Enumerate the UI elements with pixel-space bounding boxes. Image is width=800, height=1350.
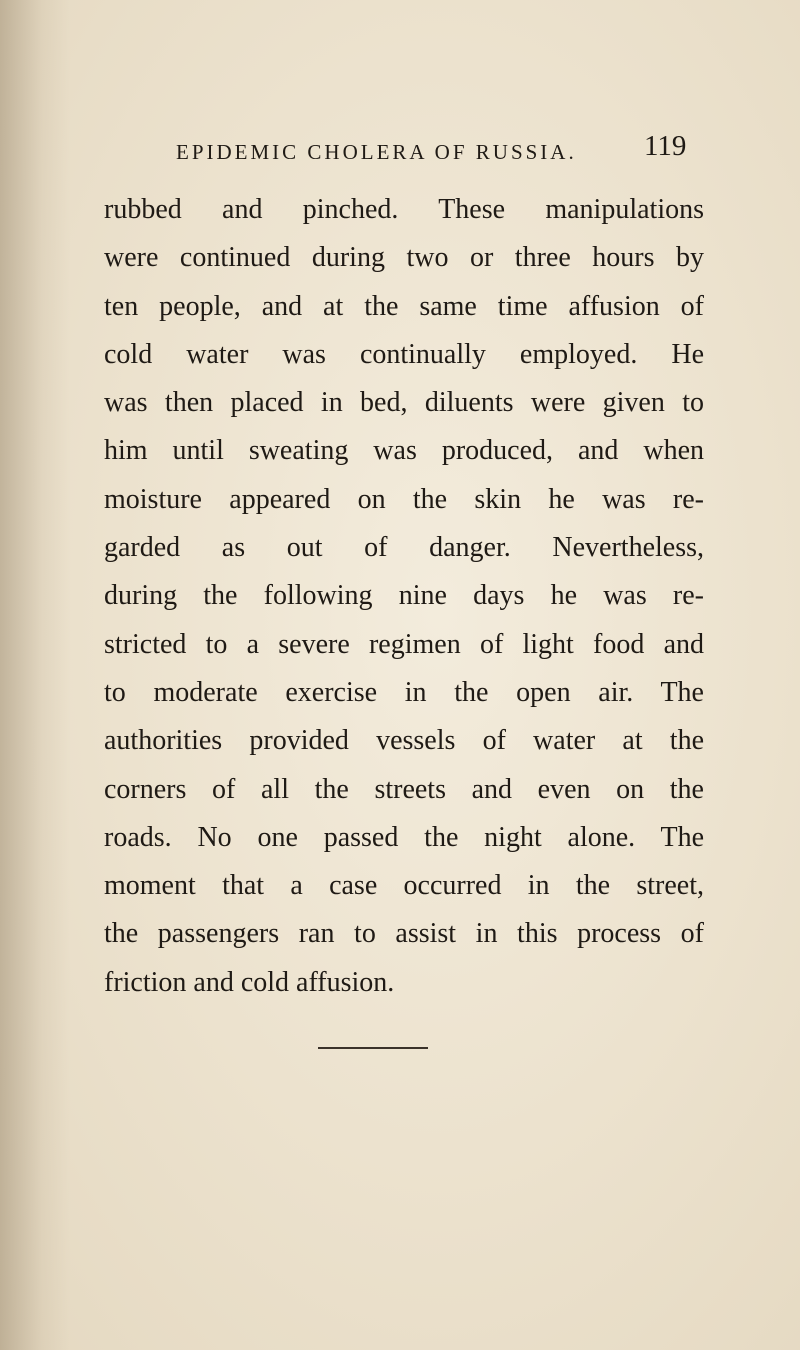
text-line: during the following nine days he was re- xyxy=(104,580,704,612)
text-line: stricted to a severe regimen of light food and xyxy=(104,628,704,660)
text-line: the passengers ran to assist in this process of xyxy=(104,918,704,950)
section-end-rule xyxy=(318,1047,428,1049)
body-paragraph xyxy=(104,186,704,1007)
text-line: to moderate exercise in the open air. The xyxy=(104,676,704,708)
text-line: garded as out of danger. Nevertheless, xyxy=(104,532,704,564)
text-line: moisture appeared on the skin he was re- xyxy=(104,483,704,515)
page-number: 119 xyxy=(644,130,687,162)
text-line: friction and cold affusion. xyxy=(104,966,395,998)
running-head xyxy=(0,130,800,180)
text-line: cold water was continually employed. He xyxy=(104,338,704,370)
page-gutter-shadow xyxy=(0,0,70,1350)
text-line: corners of all the streets and even on the xyxy=(104,773,704,805)
text-line: was then placed in bed, diluents were given to xyxy=(104,387,704,419)
running-title: EPIDEMIC CHOLERA OF RUSSIA. xyxy=(176,140,577,164)
text-line: ten people, and at the same time affusion of xyxy=(104,290,704,322)
text-line: him until sweating was produced, and when xyxy=(104,435,704,467)
text-line: moment that a case occurred in the street, xyxy=(104,870,704,902)
text-line: rubbed and pinched. These manipulations xyxy=(104,194,704,225)
text-line: authorities provided vessels of water at the xyxy=(104,725,704,757)
text-line: roads. No one passed the night alone. The xyxy=(104,821,704,853)
text-line: were continued during two or three hours by xyxy=(104,242,704,274)
